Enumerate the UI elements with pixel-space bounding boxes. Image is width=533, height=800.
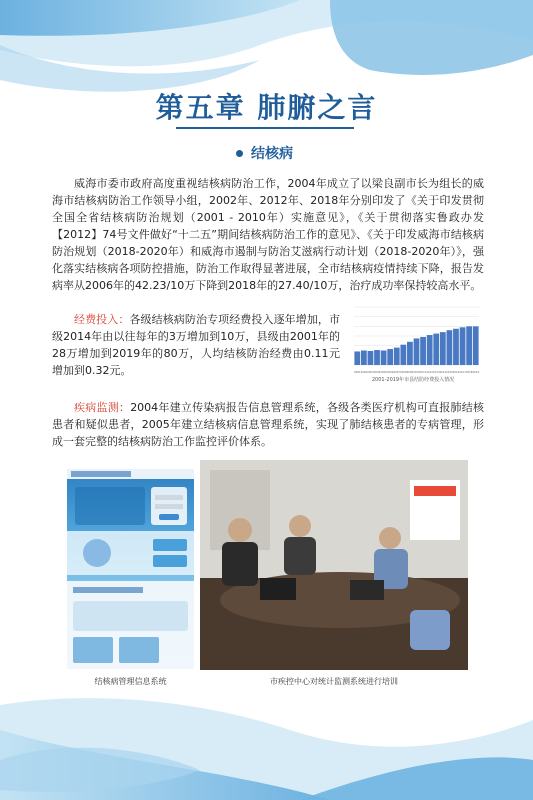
chart-bar bbox=[354, 351, 360, 365]
chart-bar bbox=[381, 351, 387, 366]
funding-paragraph bbox=[52, 311, 340, 379]
chart-x-tick-label: 2013 bbox=[432, 371, 440, 374]
chart-x-tick-label: 2008 bbox=[400, 371, 407, 374]
chart-bar bbox=[407, 342, 413, 365]
monitor-text: 2004年建立传染病报告信息管理系统，各级各类医疗机构可直报肺结核患者和疑似患者，2005年建立结核病信息管理系统，实现了肺结核患者的专病管理，形成一套完整的结核病防治工作监控评价体系。 bbox=[52, 401, 485, 448]
chart-x-tick-label: 2004 bbox=[373, 371, 381, 374]
chart-x-tick-label: 2012 bbox=[426, 371, 433, 374]
chart-x-tick-label: 2014 bbox=[439, 371, 447, 374]
title-underline bbox=[176, 127, 354, 129]
chart-x-tick-label: 2017 bbox=[459, 371, 466, 374]
chart-bar bbox=[420, 337, 426, 365]
chart-x-tick-label: 2002 bbox=[360, 371, 368, 374]
section-label: 结核病 bbox=[251, 146, 293, 162]
chart-caption: 2001-2019年市县结防经费投入情况 bbox=[371, 377, 455, 383]
intro-paragraph: 威海市委市政府高度重视结核病防治工作，2004年成立了以梁良副市长为组长的威海市结核病防治工作领导小组，2002年、2012年、2018年分别印发了《关于印发贯彻全国全省结核病防治规划（2001 - 2010年）实施意见》，《关于贯彻落实鲁政办发【2012】74号文件做好“十二五”期间结核病防治工作的意见》、《关于印发威海市结核病防治规划（2018-2020年）和威海市遏制与防治艾滋病行动计划（2018-2020年）》，强化落实结核病各项防控措施，防治工作取得显著进展，全市结核病疫情持续下降，报告发病率从2006年的42.23/10万下降到2018年的27.40/10万，治疗成功率保持较高水平。 bbox=[52, 177, 484, 292]
funding-chart-svg bbox=[344, 303, 482, 375]
chart-bar bbox=[414, 338, 420, 365]
training-scene-illustration bbox=[200, 460, 468, 670]
chart-x-tick-label: 2001 bbox=[353, 371, 361, 374]
chart-bar bbox=[440, 332, 446, 365]
chart-x-tick-label: 2016 bbox=[452, 371, 460, 374]
chart-bar bbox=[361, 351, 367, 366]
chart-x-tick-label: 2003 bbox=[367, 371, 374, 374]
chart-x-tick-label: 2006 bbox=[386, 371, 394, 374]
left-photo-caption: 结核病管理信息系统 bbox=[94, 677, 167, 686]
info-system-illustration bbox=[67, 469, 194, 669]
funding-text: 各级结核病防治专项经费投入逐年增加，市级2014年由以往每年的3万增加到10万，县级由2001年的28万增加到2019年的80万，人均结核防治经费由0.11元增加到0.32元。 bbox=[52, 313, 341, 377]
chart-bar bbox=[394, 348, 400, 365]
chart-bar bbox=[447, 330, 453, 365]
funding-lead: 经费投入： bbox=[74, 313, 130, 326]
chart-x-tick-label: 2010 bbox=[413, 371, 420, 374]
right-photo-caption: 市疾控中心对统计监测系统进行培训 bbox=[270, 677, 398, 686]
chart-x-tick-label: 2005 bbox=[380, 371, 387, 374]
training-session-photo bbox=[200, 460, 468, 670]
chapter-title: 第五章 肺腑之言 bbox=[155, 91, 378, 124]
chart-x-tick-label: 2015 bbox=[446, 371, 453, 374]
funding-chart bbox=[344, 303, 482, 383]
chart-x-tick-label: 2009 bbox=[406, 371, 414, 374]
chart-bar bbox=[374, 350, 380, 365]
chart-bar bbox=[466, 326, 472, 365]
chart-bar bbox=[460, 327, 466, 365]
bullet-dot-icon bbox=[236, 150, 243, 157]
chart-bar bbox=[453, 329, 459, 365]
monitor-lead: 疾病监测： bbox=[74, 401, 131, 414]
chart-bar bbox=[387, 349, 393, 365]
chart-bar bbox=[433, 334, 439, 365]
chart-x-tick-label: 2011 bbox=[419, 371, 427, 374]
info-system-screenshot-photo bbox=[67, 469, 194, 669]
chart-x-tick-label: 2019 bbox=[472, 371, 480, 374]
chart-bar bbox=[368, 351, 374, 365]
chart-x-tick-label: 2007 bbox=[393, 371, 401, 374]
chart-bar bbox=[473, 326, 479, 365]
section-heading bbox=[236, 143, 293, 163]
monitor-paragraph bbox=[52, 399, 484, 450]
chart-bar bbox=[427, 335, 433, 365]
chart-x-tick-label: 2018 bbox=[465, 371, 473, 374]
chart-bar bbox=[400, 345, 406, 365]
